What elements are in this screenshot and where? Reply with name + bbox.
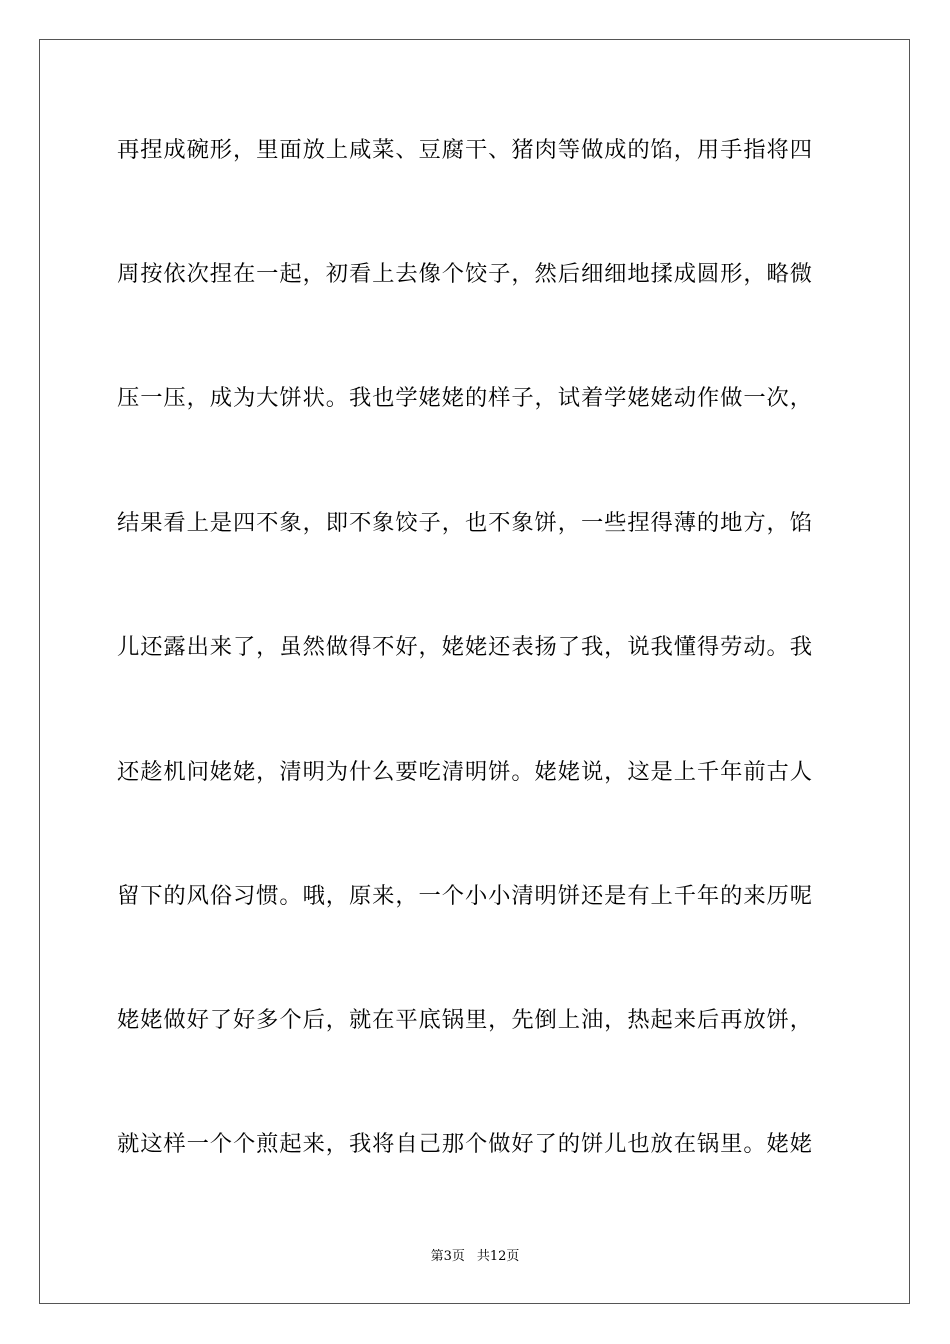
page-total: 共12页 xyxy=(476,1249,520,1264)
body-text-line: 结果看上是四不象，即不象饺子，也不象饼，一些捏得薄的地方，馅 xyxy=(117,510,813,536)
page-footer xyxy=(0,1247,950,1267)
page-number: 第3页 xyxy=(430,1249,465,1264)
body-text-line: 儿还露出来了，虽然做得不好，姥姥还表扬了我，说我懂得劳动。我 xyxy=(117,634,813,660)
body-text-line: 就这样一个个煎起来，我将自己那个做好了的饼儿也放在锅里。姥姥 xyxy=(117,1131,813,1157)
body-text-line: 还趁机问姥姥，清明为什么要吃清明饼。姥姥说，这是上千年前古人 xyxy=(117,759,813,785)
body-text-line: 周按依次捏在一起，初看上去像个饺子，然后细细地揉成圆形，略微 xyxy=(117,261,813,287)
body-text-line: 姥姥做好了好多个后，就在平底锅里，先倒上油，热起来后再放饼， xyxy=(117,1007,813,1033)
body-text-line: 再捏成碗形，里面放上咸菜、豆腐干、猪肉等做成的馅，用手指将四 xyxy=(117,137,813,163)
page-border xyxy=(39,39,910,1304)
body-text-line: 压一压，成为大饼状。我也学姥姥的样子，试着学姥姥动作做一次， xyxy=(117,385,813,411)
body-text-line: 留下的风俗习惯。哦，原来，一个小小清明饼还是有上千年的来历呢 xyxy=(117,883,813,909)
